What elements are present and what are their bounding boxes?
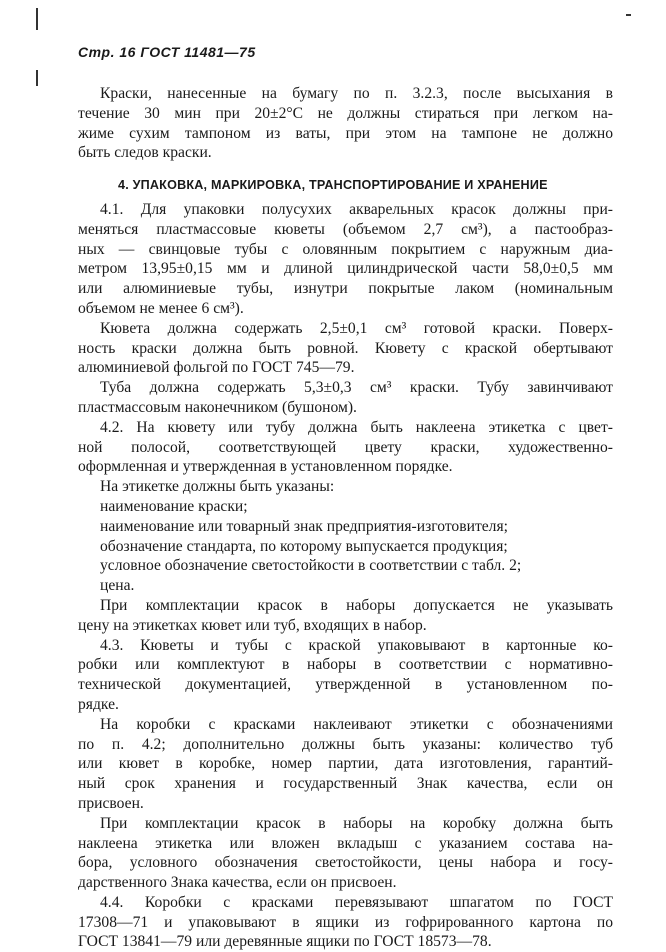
text-line: ный срок хранения и государственный Знак качества, если он: [78, 775, 613, 793]
text-line: 4.3. Кюветы и тубы с краской упаковывают в картонные ко-: [100, 636, 613, 654]
corner-mark: [626, 14, 631, 16]
text-line: ность краски должна быть ровной. Кювету с краской обертывают: [78, 339, 613, 357]
text-line: присвоен.: [78, 794, 144, 812]
text-line: быть следов краски.: [78, 144, 212, 162]
text-line: ных — свинцовые тубы с оловянным покрытием с наружным диа-: [78, 240, 613, 258]
text-line: При комплектации красок в наборы допускается не указывать: [100, 596, 613, 614]
text-line: по п. 4.2; дополнительно должны быть указаны: количество туб: [78, 735, 613, 753]
text-line: На этикетке должны быть указаны:: [100, 478, 335, 496]
text-line: При комплектации красок в наборы на коробку должна быть: [100, 814, 613, 832]
margin-mark: [36, 8, 38, 30]
text-line: бора, условного обозначения светостойкости, цены набора и госу-: [78, 854, 613, 872]
text-line: пластмассовым наконечником (бушоном).: [78, 398, 357, 416]
text-line: цену на этикетках кювет или туб, входящих в набор.: [78, 616, 427, 634]
text-line: наклеена этикетка или вложен вкладыш с указанием состава на-: [78, 834, 613, 852]
text-line: Краски, нанесенные на бумагу по п. 3.2.3, после высыхания в: [100, 85, 613, 102]
intro-paragraph: [78, 84, 613, 163]
text-line: На коробки с красками наклеивают этикетки с обозначениями: [100, 715, 613, 733]
text-line: робки или комплектуют в наборы в соответствии с нормативно-: [78, 656, 613, 674]
list-item: обозначение стандарта, по которому выпускается продукция;: [100, 537, 508, 555]
text-line: рядке.: [78, 695, 119, 713]
text-line: или кювет в коробке, номер партии, дата изготовления, гарантий-: [78, 755, 613, 773]
list-item: наименование или товарный знак предприятия-изготовителя;: [100, 517, 508, 535]
text-line: ГОСТ 13841—79 или деревянные ящики по ГОСТ 18573—78.: [78, 933, 492, 951]
list-item: условное обозначение светостойкости в соответствии с табл. 2;: [100, 557, 522, 575]
list-item: наименование краски;: [100, 497, 248, 515]
section-heading: 4. УПАКОВКА, МАРКИРОВКА, ТРАНСПОРТИРОВАНИЕ И ХРАНЕНИЕ: [118, 178, 548, 192]
text-line: метром 13,95±0,15 мм и длиной цилиндрической части 58,0±0,5 мм: [78, 260, 613, 278]
text-line: технической документацией, утвержденной в установленном по-: [78, 676, 613, 694]
page-header: Стр. 16 ГОСТ 11481—75: [78, 44, 256, 60]
list-item: цена.: [100, 577, 135, 595]
text-line: течение 30 мин при 20±2°С не должны стираться при легком на-: [78, 104, 613, 122]
text-line: оформленная и утвержденная в установленном порядке.: [78, 458, 453, 476]
text-line: 4.2. На кювету или тубу должна быть наклеена этикетка с цвет-: [100, 418, 613, 436]
text-line: 17308—71 и упаковывают в ящики из гофрированного картона по: [78, 913, 613, 931]
text-line: 4.1. Для упаковки полусухих акварельных красок должны при-: [100, 201, 613, 218]
text-line: дарственного Знака качества, если он присвоен.: [78, 874, 397, 892]
text-line: объемом не менее 6 см³).: [78, 299, 244, 317]
text-line: ной полосой, соответствующей цвету краски, художественно-: [78, 438, 613, 456]
text-line: Туба должна содержать 5,3±0,3 см³ краски. Тубу завинчивают: [100, 379, 613, 397]
section-body: [78, 200, 613, 952]
text-line: жиме сухим тампоном из ваты, при этом на тампоне не должно: [78, 124, 613, 142]
text-line: меняться пластмассовые кюветы (объемом 2,7 см³), а пастообраз-: [78, 220, 613, 238]
margin-mark: [36, 70, 38, 86]
text-line: Кювета должна содержать 2,5±0,1 см³ готовой краски. Поверх-: [100, 319, 613, 337]
text-line: или алюминиевые тубы, изнутри покрытые лаком (номинальным: [78, 280, 613, 298]
text-line: алюминиевой фольгой по ГОСТ 745—79.: [78, 359, 355, 377]
text-line: 4.4. Коробки с красками перевязывают шпагатом по ГОСТ: [100, 893, 613, 911]
